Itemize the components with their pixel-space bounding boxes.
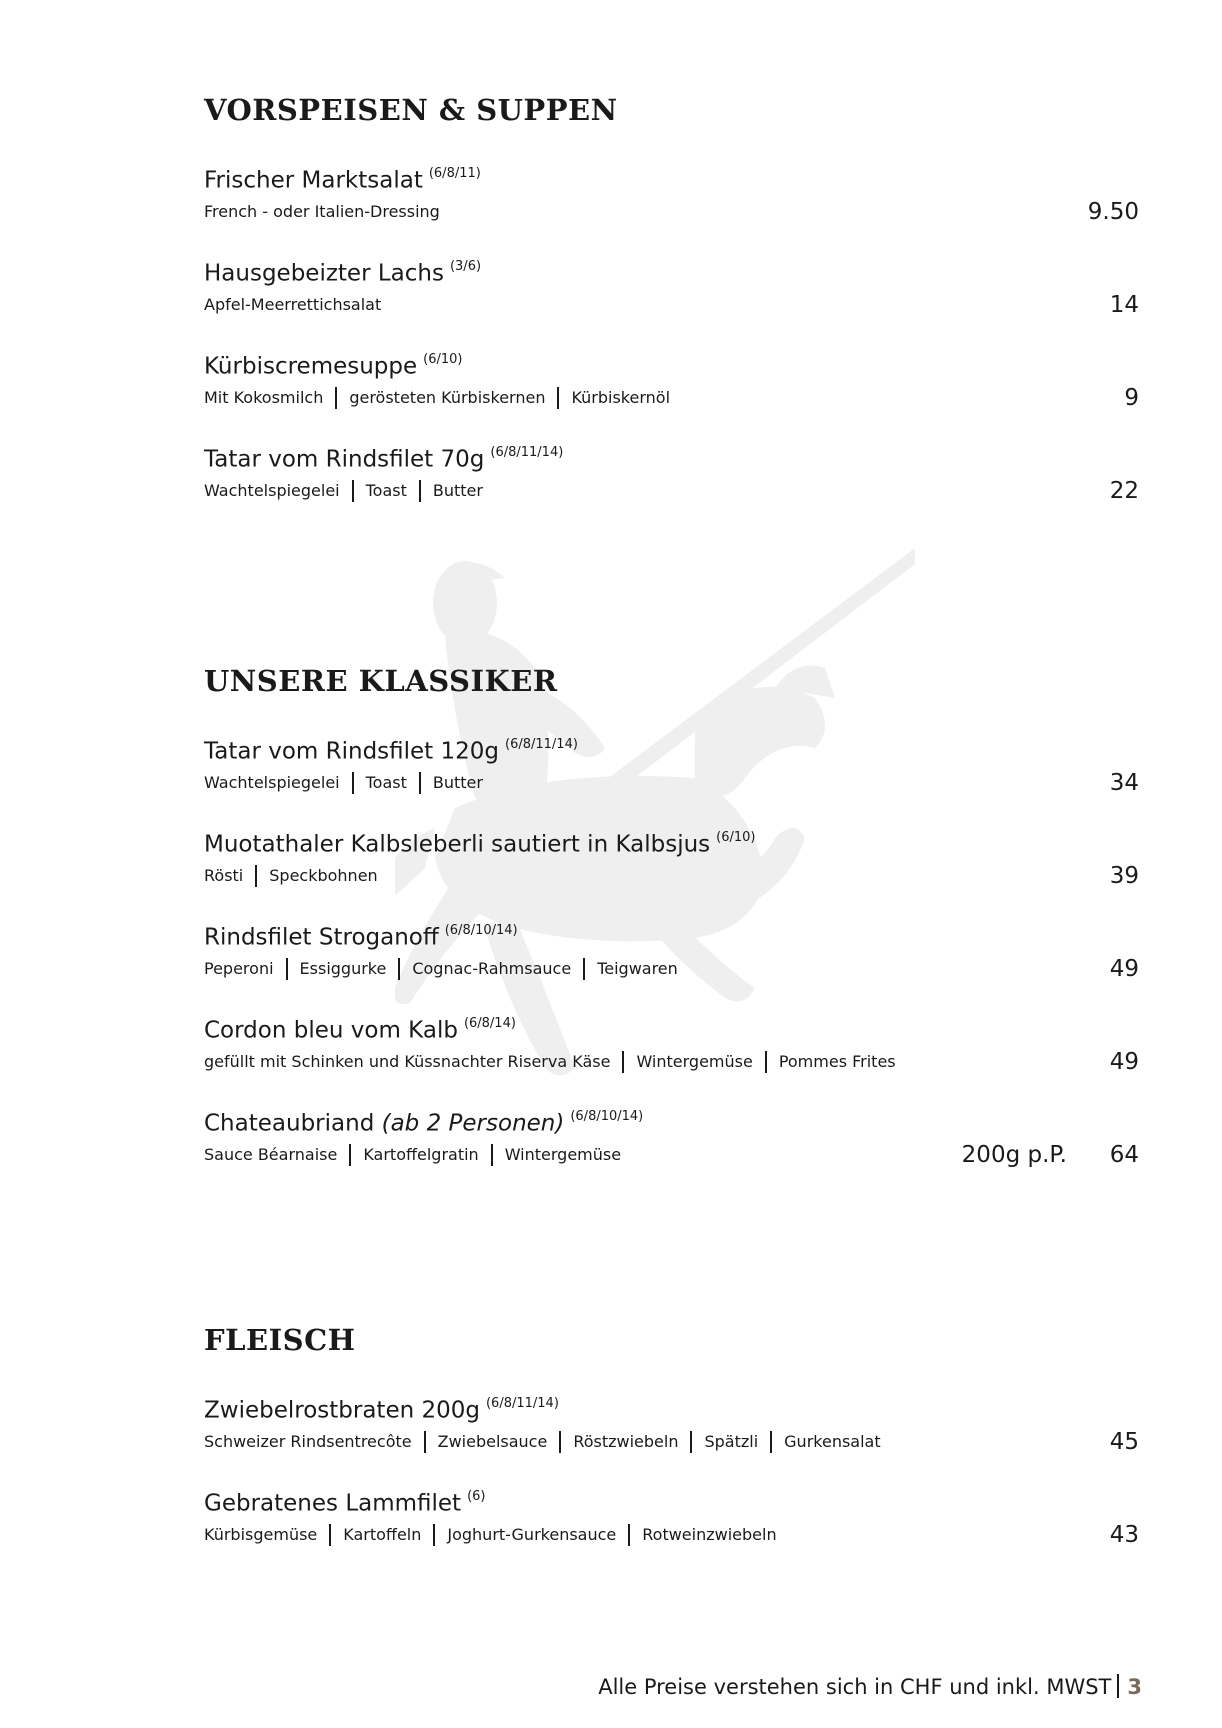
dish-title <box>204 917 518 954</box>
price: 39 <box>1109 863 1139 889</box>
side-component: Toast <box>365 773 407 792</box>
divider <box>770 1431 772 1453</box>
side-component: Wintergemüse <box>636 1052 753 1071</box>
side-component: Cognac-Rahmsauce <box>412 959 572 978</box>
side-component: Mit Kokosmilch <box>204 388 324 407</box>
divider <box>419 772 421 794</box>
section-title: UNSERE KLASSIKER <box>204 664 558 698</box>
divider <box>419 480 421 502</box>
dish-name: Muotathaler Kalbsleberli sautiert in Kalbsjus <box>204 831 711 858</box>
divider <box>335 387 337 409</box>
dish-description <box>204 385 670 411</box>
side-component: Teigwaren <box>597 959 678 978</box>
allergen-codes: (6/8/14) <box>463 1016 516 1031</box>
side-component: Kartoffelgratin <box>363 1145 479 1164</box>
side-component: French - oder Italien-Dressing <box>204 202 440 221</box>
divider <box>491 1144 493 1166</box>
price: 49 <box>1109 956 1139 982</box>
allergen-codes: (6/10) <box>716 830 756 845</box>
footer <box>598 1672 1142 1702</box>
page-number: 3 <box>1127 1675 1142 1699</box>
dish-title <box>204 1390 559 1427</box>
menu-item <box>204 160 1139 253</box>
dish-title <box>204 346 463 383</box>
side-component: Kartoffeln <box>343 1525 422 1544</box>
divider <box>628 1524 630 1546</box>
divider <box>690 1431 692 1453</box>
section-title: FLEISCH <box>204 1323 356 1357</box>
dish-description <box>204 863 378 889</box>
side-component: Wachtelspiegelei <box>204 773 340 792</box>
dish-title <box>204 1010 516 1047</box>
price: 45 <box>1109 1429 1139 1455</box>
price: 64 <box>1109 1142 1139 1168</box>
allergen-codes: (6/8/10/14) <box>570 1109 644 1124</box>
menu-item <box>204 917 1139 1010</box>
dish-title <box>204 253 481 290</box>
side-component: Sauce Béarnaise <box>204 1145 338 1164</box>
dish-description <box>204 1429 881 1455</box>
divider <box>583 958 585 980</box>
footer-divider <box>1117 1674 1119 1698</box>
side-component: Gurkensalat <box>784 1432 881 1451</box>
menu-item <box>204 824 1139 917</box>
side-component: Rotweinzwiebeln <box>642 1525 777 1544</box>
section-vorspeisen <box>204 90 1139 532</box>
divider <box>329 1524 331 1546</box>
side-component: Wintergemüse <box>504 1145 622 1164</box>
divider <box>255 865 257 887</box>
dish-name: Gebratenes Lammfilet <box>204 1490 462 1517</box>
allergen-codes: (6/8/11/14) <box>505 737 578 752</box>
dish-description <box>204 1142 621 1168</box>
menu-item <box>204 439 1139 532</box>
menu-list <box>204 160 1139 532</box>
divider <box>557 387 559 409</box>
menu-item <box>204 1103 1139 1196</box>
dish-name: Tatar vom Rindsfilet 120g <box>204 738 500 765</box>
divider <box>424 1431 426 1453</box>
dish-description <box>204 292 381 318</box>
dish-name: Kürbiscremesuppe <box>204 353 418 380</box>
menu-item <box>204 1390 1139 1483</box>
side-component: Rösti <box>204 866 244 885</box>
dish-description <box>204 1049 896 1075</box>
price: 43 <box>1109 1522 1139 1548</box>
menu-item <box>204 731 1139 824</box>
section-title: VORSPEISEN & SUPPEN <box>204 93 618 127</box>
allergen-codes: (3/6) <box>449 259 482 274</box>
dish-description <box>204 478 483 504</box>
footer-note: Alle Preise verstehen sich in CHF und inkl. MWST <box>598 1675 1112 1699</box>
side-component: Joghurt-Gurkensauce <box>447 1525 617 1544</box>
dish-name: Rindsfilet Stroganoff <box>204 924 439 951</box>
dish-title <box>204 1103 643 1140</box>
section-fleisch <box>204 1320 1139 1576</box>
side-component: Wachtelspiegelei <box>204 481 340 500</box>
dish-name: Zwiebelrostbraten 200g <box>204 1397 480 1424</box>
side-component: Butter <box>432 481 483 500</box>
dish-title <box>204 824 756 861</box>
allergen-codes: (6/8/11) <box>428 166 481 181</box>
dish-description <box>204 1522 777 1548</box>
side-component: gefüllt mit Schinken und Küssnachter Riserva Käse <box>204 1052 611 1071</box>
dish-title <box>204 439 563 476</box>
section-klassiker <box>204 661 1139 1196</box>
menu-item <box>204 253 1139 346</box>
price: 9.50 <box>1087 199 1139 225</box>
dish-name: Cordon bleu vom Kalb <box>204 1017 458 1044</box>
menu-item <box>204 346 1139 439</box>
allergen-codes: (6/10) <box>423 352 463 367</box>
allergen-codes: (6/8/11/14) <box>485 1396 559 1411</box>
dish-name: Hausgebeizter Lachs <box>204 260 444 287</box>
side-component: Essiggurke <box>299 959 387 978</box>
menu-item <box>204 1483 1139 1576</box>
dish-name: Frischer Marktsalat <box>204 167 423 194</box>
dish-description <box>204 956 678 982</box>
dish-name: Chateaubriand <box>204 1110 375 1137</box>
divider <box>352 772 354 794</box>
dish-name: Tatar vom Rindsfilet 70g <box>204 446 485 473</box>
divider <box>622 1051 624 1073</box>
portion-size: 200g p.P. <box>961 1142 1067 1168</box>
divider <box>352 480 354 502</box>
dish-description <box>204 770 483 796</box>
price: 9 <box>1124 385 1139 411</box>
side-component: Kürbiskernöl <box>571 388 671 407</box>
side-component: Toast <box>365 481 407 500</box>
side-component: Apfel-Meerrettichsalat <box>204 295 382 314</box>
dish-description <box>204 199 440 225</box>
divider <box>765 1051 767 1073</box>
divider <box>398 958 400 980</box>
price: 49 <box>1109 1049 1139 1075</box>
side-component: Zwiebelsauce <box>437 1432 548 1451</box>
side-component: Butter <box>432 773 483 792</box>
price: 34 <box>1109 770 1139 796</box>
side-component: gerösteten Kürbiskernen <box>349 388 546 407</box>
side-component: Peperoni <box>204 959 274 978</box>
divider <box>349 1144 351 1166</box>
menu-list <box>204 731 1139 1196</box>
menu-item <box>204 1010 1139 1103</box>
side-component: Schweizer Rindsentrecôte <box>204 1432 412 1451</box>
divider <box>433 1524 435 1546</box>
divider <box>559 1431 561 1453</box>
dish-title <box>204 160 481 197</box>
dish-title <box>204 731 578 768</box>
price: 22 <box>1109 478 1139 504</box>
price: 14 <box>1109 292 1139 318</box>
dish-qualifier: (ab 2 Personen) <box>381 1110 565 1137</box>
divider <box>286 958 288 980</box>
allergen-codes: (6/8/10/14) <box>444 923 518 938</box>
side-component: Spätzli <box>704 1432 759 1451</box>
side-component: Pommes Frites <box>778 1052 896 1071</box>
dish-title <box>204 1483 486 1520</box>
menu-list <box>204 1390 1139 1576</box>
allergen-codes: (6) <box>467 1489 486 1504</box>
side-component: Kürbisgemüse <box>204 1525 318 1544</box>
side-component: Röstzwiebeln <box>573 1432 679 1451</box>
side-component: Speckbohnen <box>269 866 378 885</box>
allergen-codes: (6/8/11/14) <box>490 445 564 460</box>
